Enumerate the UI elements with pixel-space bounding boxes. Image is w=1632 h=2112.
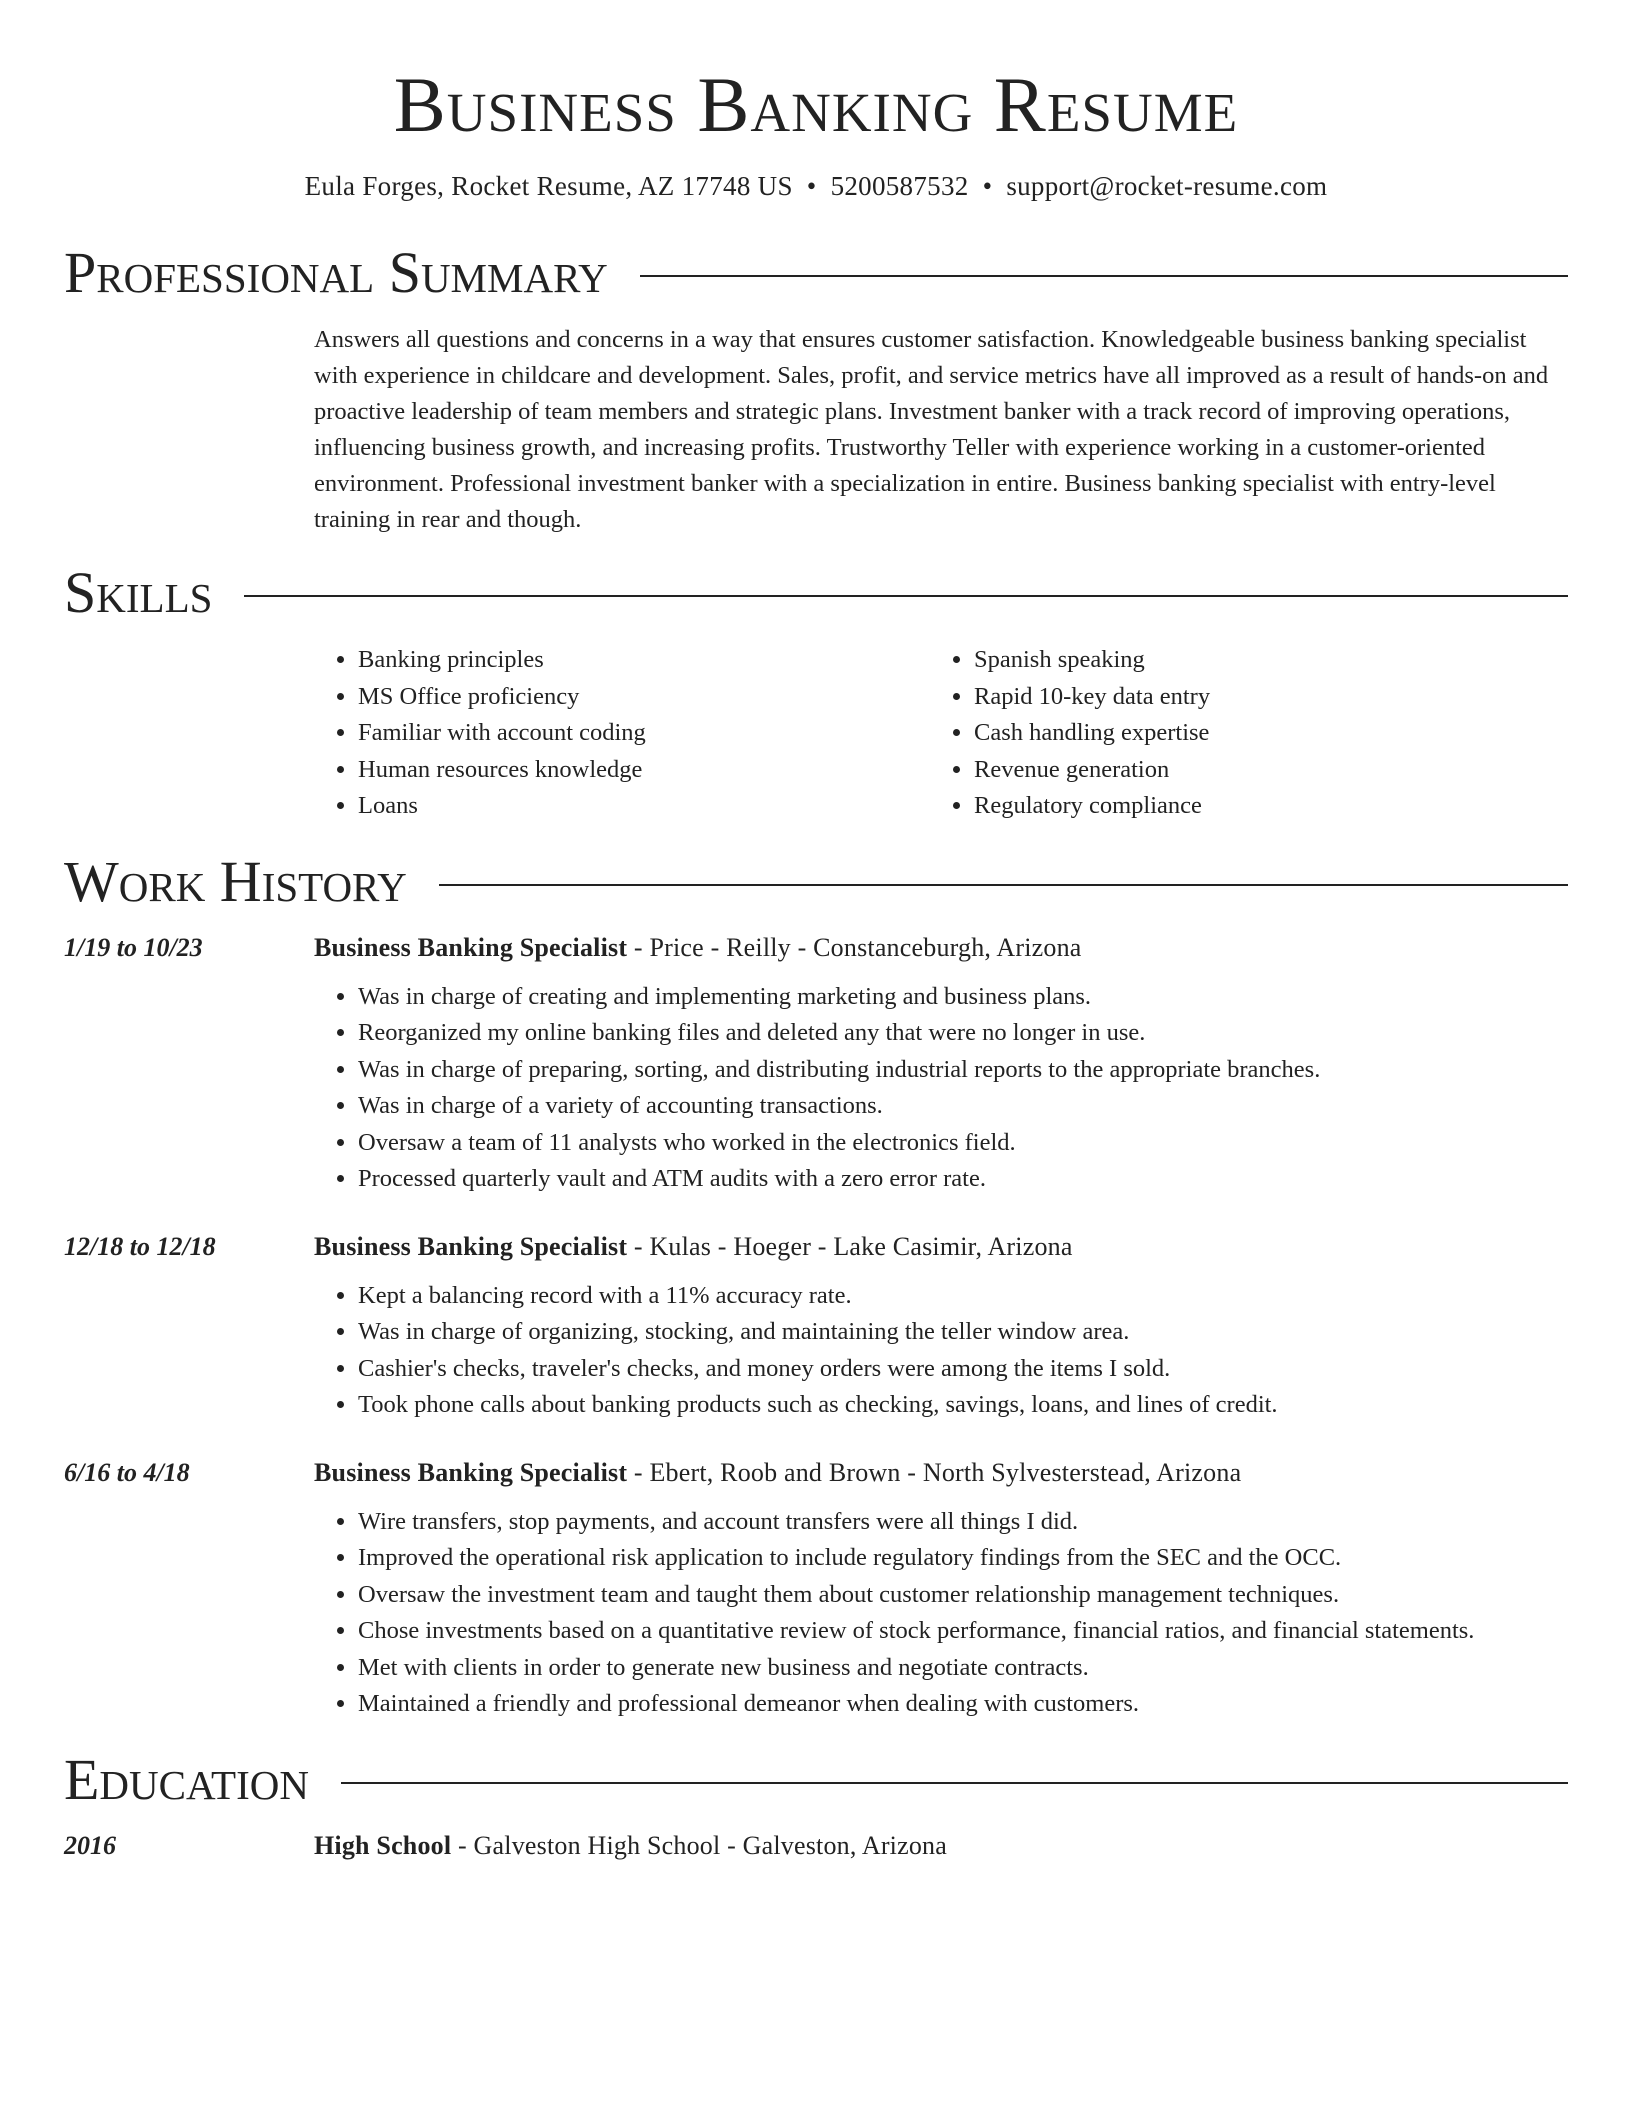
- job-company-location: - Kulas - Hoeger - Lake Casimir, Arizona: [627, 1231, 1073, 1261]
- job-entry: [64, 929, 1568, 1198]
- skill-item: • Familiar with account coding: [358, 715, 930, 752]
- section-divider: [341, 1782, 1568, 1784]
- summary-body: [314, 322, 1568, 538]
- work-section-header: [64, 849, 1568, 915]
- job-role: Business Banking Specialist: [314, 1457, 628, 1487]
- job-bullet: • Reorganized my online banking files and deleted any that were no longer in use.: [358, 1015, 1568, 1052]
- skills-column-right: [930, 642, 1546, 825]
- skills-heading: Skills: [64, 560, 213, 625]
- job-entry: [64, 1454, 1568, 1723]
- summary-section-header: [64, 240, 1568, 306]
- skill-item: • Revenue generation: [974, 752, 1546, 789]
- summary-heading: Professional Summary: [64, 240, 608, 305]
- section-divider: [439, 884, 1568, 886]
- job-bullets: [314, 1504, 1568, 1723]
- job-bullet: • Oversaw the investment team and taught them about customer relationship management techniques.: [358, 1577, 1568, 1614]
- job-dates: 6/16 to 4/18: [64, 1457, 190, 1487]
- education-header: [64, 1827, 1568, 1865]
- section-divider: [244, 595, 1568, 597]
- skill-item: • Spanish speaking: [974, 642, 1546, 679]
- job-bullet: • Kept a balancing record with a 11% accuracy rate.: [358, 1278, 1568, 1315]
- skill-item: • Cash handling expertise: [974, 715, 1546, 752]
- skill-item: • MS Office proficiency: [358, 679, 930, 716]
- job-bullet: • Improved the operational risk application to include regulatory findings from the SEC and the OCC.: [358, 1540, 1568, 1577]
- contact-address: Eula Forges, Rocket Resume, AZ 17748 US: [304, 171, 793, 201]
- job-bullet: • Oversaw a team of 11 analysts who worked in the electronics field.: [358, 1125, 1568, 1162]
- contact-email: support@rocket-resume.com: [1006, 171, 1328, 201]
- education-year: 2016: [64, 1830, 116, 1860]
- skills-column-left: [314, 642, 930, 825]
- section-divider: [640, 275, 1568, 277]
- skills-list: [314, 642, 1568, 825]
- job-dates: 12/18 to 12/18: [64, 1231, 216, 1261]
- contact-phone: 5200587532: [830, 171, 969, 201]
- job-bullet: • Was in charge of organizing, stocking, and maintaining the teller window area.: [358, 1314, 1568, 1351]
- job-bullets: [314, 1278, 1568, 1424]
- job-bullet: • Took phone calls about banking products such as checking, savings, loans, and lines of credit.: [358, 1387, 1568, 1424]
- skills-section-header: [64, 560, 1568, 626]
- job-company-location: - Ebert, Roob and Brown - North Sylvesterstead, Arizona: [627, 1457, 1242, 1487]
- job-title-line: [314, 1228, 1073, 1266]
- job-bullet: • Chose investments based on a quantitative review of stock performance, financial ratios, and financial statements.: [358, 1613, 1568, 1650]
- skill-item: • Human resources knowledge: [358, 752, 930, 789]
- skill-item: • Loans: [358, 788, 930, 825]
- job-bullet: • Maintained a friendly and professional demeanor when dealing with customers.: [358, 1686, 1568, 1723]
- contact-line: [64, 168, 1568, 204]
- job-header: [64, 1228, 1568, 1266]
- job-bullet: • Processed quarterly vault and ATM audits with a zero error rate.: [358, 1161, 1568, 1198]
- job-header: [64, 1454, 1568, 1492]
- job-role: Business Banking Specialist: [314, 1231, 628, 1261]
- job-bullet: • Wire transfers, stop payments, and account transfers were all things I did.: [358, 1504, 1568, 1541]
- job-bullet: • Was in charge of preparing, sorting, and distributing industrial reports to the appropriate branches.: [358, 1052, 1568, 1089]
- skill-item: • Rapid 10-key data entry: [974, 679, 1546, 716]
- job-entry: [64, 1228, 1568, 1424]
- job-dates: 1/19 to 10/23: [64, 932, 203, 962]
- work-heading: Work History: [64, 848, 407, 914]
- contact-separator: •: [806, 171, 817, 201]
- education-entry: [64, 1827, 1568, 1865]
- skill-item: • Banking principles: [358, 642, 930, 679]
- summary-text: Answers all questions and concerns in a way that ensures customer satisfaction. Knowledgeable business banking specialist with experience in childcare and development. Sales, profit, and service metrics have all improved as a result of hands-on and proactive leadership of team members and strategic plans. Investment banker with a track record of improving operations, influencing business growth, and increasing profits. Trustworthy Teller with experience working in a customer-oriented environment. Professional investment banker with a specialization in entire. Business banking specialist with entry-level training in rear and though.: [314, 326, 1549, 533]
- job-bullet: • Met with clients in order to generate new business and negotiate contracts.: [358, 1650, 1568, 1687]
- skill-item: • Regulatory compliance: [974, 788, 1546, 825]
- education-heading: Education: [64, 1746, 309, 1812]
- job-bullet: • Cashier's checks, traveler's checks, and money orders were among the items I sold.: [358, 1351, 1568, 1388]
- education-school-location: - Galveston High School - Galveston, Arizona: [451, 1830, 947, 1860]
- education-title-line: [314, 1827, 947, 1865]
- job-bullet: • Was in charge of a variety of accounting transactions.: [358, 1088, 1568, 1125]
- resume-title: Business Banking Resume: [393, 61, 1239, 148]
- job-company-location: - Price - Reilly - Constanceburgh, Arizona: [627, 932, 1082, 962]
- contact-separator: •: [982, 171, 993, 201]
- job-bullet: • Was in charge of creating and implementing marketing and business plans.: [358, 979, 1568, 1016]
- job-role: Business Banking Specialist: [314, 932, 628, 962]
- education-section-header: [64, 1747, 1568, 1813]
- job-header: [64, 929, 1568, 967]
- job-title-line: [314, 1454, 1241, 1492]
- job-title-line: [314, 929, 1082, 967]
- job-bullets: [314, 979, 1568, 1198]
- education-degree: High School: [314, 1830, 452, 1860]
